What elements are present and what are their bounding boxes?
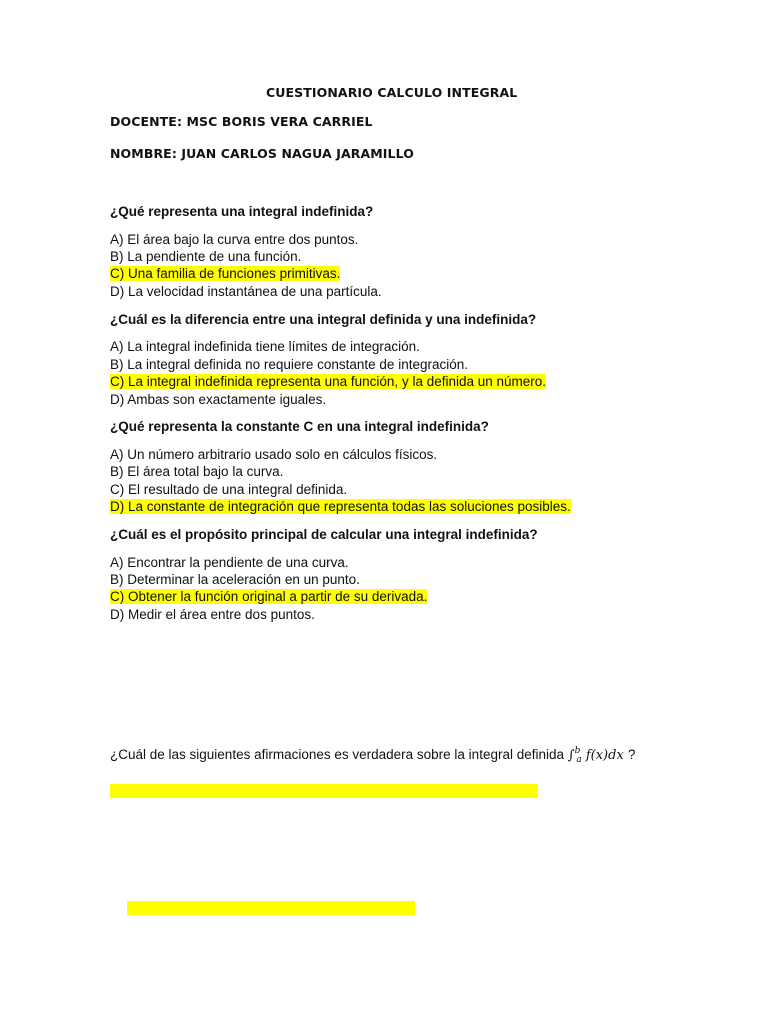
question-1: ¿Qué representa una integral indefinida? (110, 204, 374, 219)
docente-line: DOCENTE: MSC BORIS VERA CARRIEL (110, 114, 373, 129)
question-2-option-c-highlighted: C) La integral indefinida representa una función, y la definida un número. (110, 374, 547, 389)
question-4-option-b: B) Determinar la aceleración en un punto. (110, 572, 360, 587)
question-4: ¿Cuál es el propósito principal de calcular una integral indefinida? (110, 527, 538, 542)
integral-sign: ∫ (567, 748, 575, 763)
question-2: ¿Cuál es la diferencia entre una integral definida y una indefinida? (110, 312, 537, 327)
highlight-bar (127, 901, 415, 915)
question-3-option-d-highlighted: D) La constante de integración que representa todas las soluciones posibles. (110, 499, 571, 514)
question-3-option-c: C) El resultado de una integral definida. (110, 482, 348, 497)
integral-expression (568, 748, 628, 763)
question-4-option-c-highlighted: C) Obtener la función original a partir de su derivada. (110, 589, 428, 604)
nombre-line: NOMBRE: JUAN CARLOS NAGUA JARAMILLO (110, 146, 414, 161)
question-4-option-d: D) Medir el área entre dos puntos. (110, 607, 315, 622)
question-3-option-a: A) Un número arbitrario usado solo en cálculos físicos. (110, 447, 438, 462)
integral-lower-limit: a (576, 755, 582, 765)
integral-upper-limit: b (574, 746, 581, 756)
question-1-option-a: A) El área bajo la curva entre dos puntos. (110, 232, 359, 247)
highlight-bar (110, 784, 538, 798)
document-title: CUESTIONARIO CALCULO INTEGRAL (266, 85, 518, 100)
question-5-end: ? (627, 747, 636, 762)
question-3-option-b: B) El área total bajo la curva. (110, 464, 284, 479)
question-1-option-d: D) La velocidad instantánea de una partícula. (110, 284, 382, 299)
question-2-option-b: B) La integral definida no requiere constante de integración. (110, 357, 468, 372)
question-1-option-b: B) La pendiente de una función. (110, 249, 302, 264)
question-2-option-a: A) La integral indefinida tiene límites de integración. (110, 339, 420, 354)
question-3: ¿Qué representa la constante C en una integral indefinida? (110, 419, 489, 434)
question-2-option-d: D) Ambas son exactamente iguales. (110, 392, 327, 407)
question-5-text: ¿Cuál de las siguientes afirmaciones es verdadera sobre la integral definida (110, 747, 565, 762)
question-1-option-c-highlighted: C) Una familia de funciones primitivas. (110, 266, 341, 281)
question-5 (110, 747, 635, 763)
integrand: f(x)dx (585, 748, 624, 763)
question-4-option-a: A) Encontrar la pendiente de una curva. (110, 555, 349, 570)
